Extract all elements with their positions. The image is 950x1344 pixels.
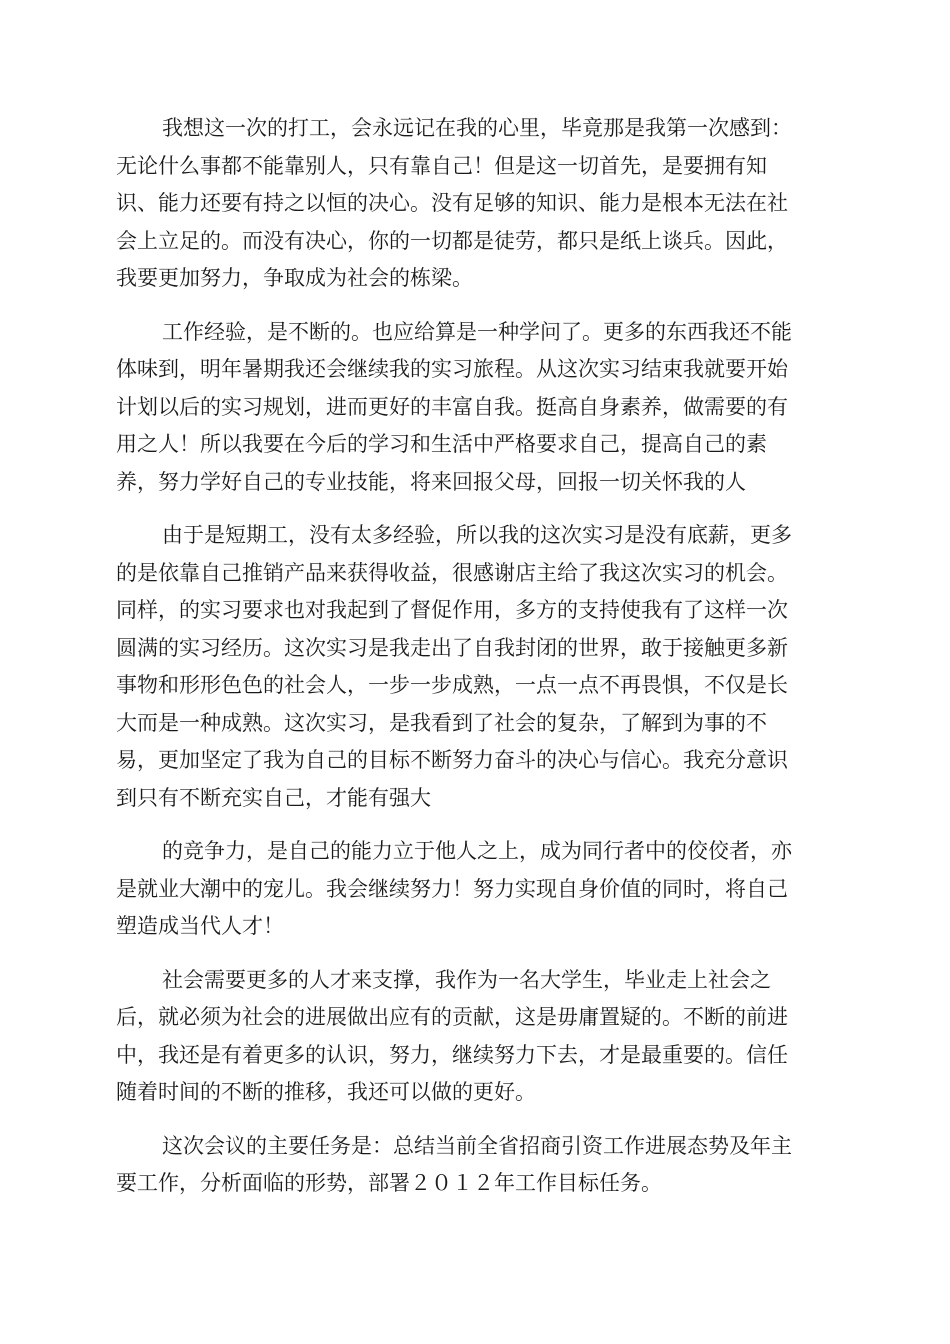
- text-line: 由于是短期工，没有太多经验，所以我的这次实习是没有底薪，更多: [162, 523, 792, 547]
- text-line: 养，努力学好自己的专业技能，将来回报父母，回报一切关怀我的人: [116, 469, 746, 494]
- paragraph-6: [116, 1128, 836, 1203]
- text-line: 无论什么事都不能靠别人，只有靠自己！但是这一切首先，是要拥有知: [116, 153, 767, 178]
- paragraph-3: [116, 517, 836, 817]
- paragraph-spacer: [116, 298, 836, 314]
- text-line: 计划以后的实习规划，进而更好的丰富自我。挺高自身素养，做需要的有: [116, 394, 788, 419]
- text-line: 大而是一种成熟。这次实习，是我看到了社会的复杂，了解到为事的不: [116, 710, 767, 735]
- text-line: 社会需要更多的人才来支撑，我作为一名大学生，毕业走上社会之: [162, 967, 771, 992]
- paragraph-spacer: [116, 1112, 836, 1128]
- document-body: [116, 110, 836, 1203]
- text-line: 的是依靠自己推销产品来获得收益，很感谢店主给了我这次实习的机会。: [116, 560, 788, 585]
- text-line: 用之人！所以我要在今后的学习和生活中严格要求自己，提高自己的素: [116, 432, 767, 456]
- text-line: 同样，的实习要求也对我起到了督促作用，多方的支持使我有了这样一次: [116, 598, 788, 622]
- text-line: 要工作，分析面临的形势，部署２０１２年工作目标任务。: [116, 1171, 662, 1195]
- paragraph-1: [116, 110, 836, 298]
- text-line: 易，更加坚定了我为自己的目标不断努力奋斗的决心与信心。我充分意识: [116, 748, 788, 772]
- text-line: 识、能力还要有持之以恒的决心。没有足够的知识、能力是根本无法在社: [116, 191, 788, 215]
- text-line: 中，我还是有着更多的认识，努力，继续努力下去，才是最重要的。信任: [116, 1042, 788, 1067]
- text-line: 圆满的实习经历。这次实习是我走出了自我封闭的世界，敢于接触更多新: [116, 635, 788, 660]
- text-line: 我要更加努力，争取成为社会的栋梁。: [116, 266, 473, 290]
- text-line: 这次会议的主要任务是：总结当前全省招商引资工作进展态势及年主: [162, 1133, 792, 1158]
- text-line: 到只有不断充实自己，才能有强大: [116, 785, 431, 810]
- text-line: 塑造成当代人才！: [116, 914, 284, 938]
- text-line: 事物和形形色色的社会人，一步一步成熟，一点一点不再畏惧，不仅是长: [116, 673, 788, 697]
- paragraph-spacer: [116, 817, 836, 833]
- paragraph-4: [116, 833, 836, 946]
- text-line: 会上立足的。而没有决心，你的一切都是徒劳，都只是纸上谈兵。因此，: [116, 228, 788, 253]
- paragraph-spacer: [116, 946, 836, 962]
- paragraph-2: [116, 314, 836, 502]
- text-line: 的竞争力，是自己的能力立于他人之上，成为同行者中的佼佼者，亦: [162, 839, 792, 863]
- text-line: 随着时间的不断的推移，我还可以做的更好。: [116, 1080, 536, 1104]
- text-line: 是就业大潮中的宠儿。我会继续努力！努力实现自身价值的同时，将自己: [116, 876, 788, 901]
- text-line: 后，就必须为社会的进展做出应有的贡献，这是毋庸置疑的。不断的前进: [116, 1005, 788, 1029]
- paragraph-5: [116, 962, 836, 1112]
- text-line: 体味到，明年暑期我还会继续我的实习旅程。从这次实习结束我就要开始: [116, 357, 788, 381]
- text-line: 我想这一次的打工，会永远记在我的心里，毕竟那是我第一次感到：: [162, 116, 792, 140]
- text-line: 工作经验，是不断的。也应给算是一种学问了。更多的东西我还不能: [162, 319, 792, 344]
- paragraph-spacer: [116, 501, 836, 517]
